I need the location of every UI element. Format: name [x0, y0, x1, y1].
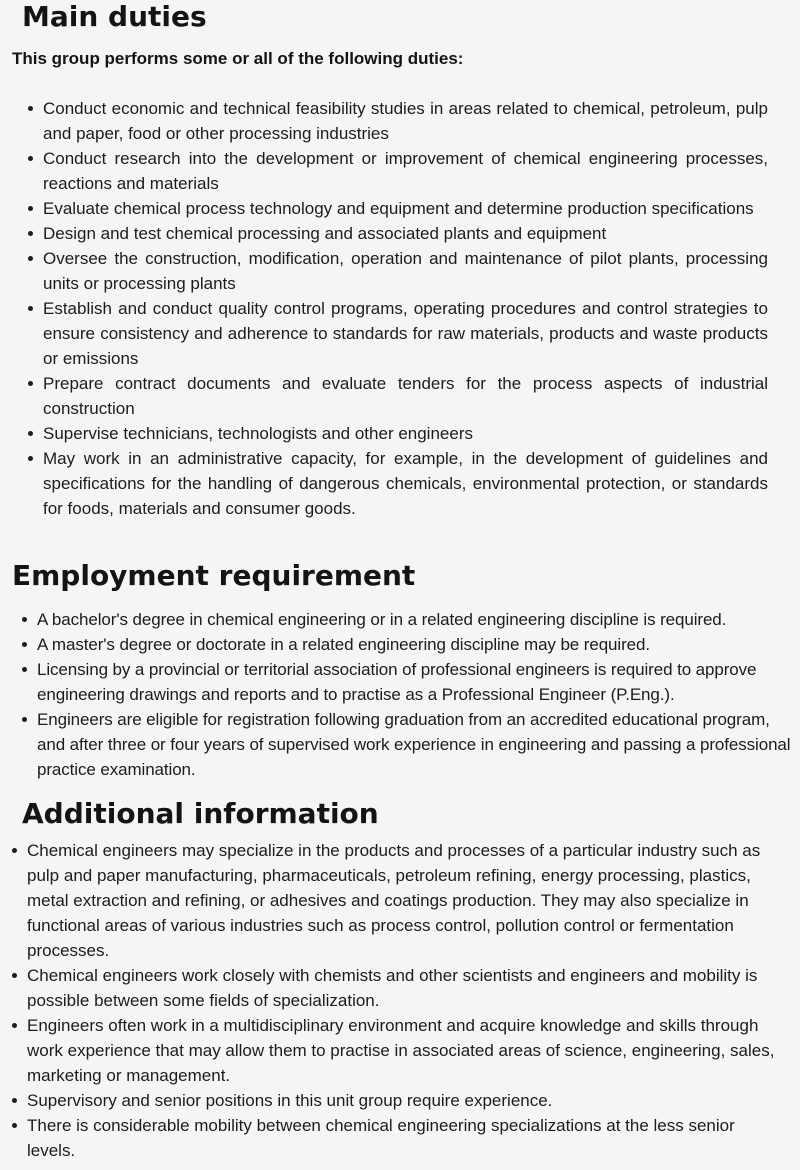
additional-information-heading: Additional information — [22, 797, 379, 830]
list-item: Supervise technicians, technologists and other engineers — [43, 421, 768, 446]
list-item: Licensing by a provincial or territorial association of professional engineers is required to approve engineering drawings and reports and to practise as a Professional Engineer (P.Eng.). — [37, 657, 799, 707]
list-item: A bachelor's degree in chemical engineering or in a related engineering discipline is required. — [37, 607, 799, 632]
list-item: Chemical engineers work closely with chemists and other scientists and engineers and mobility is possible between some fields of specialization. — [27, 963, 787, 1013]
list-item: Prepare contract documents and evaluate tenders for the process aspects of industrial construction — [43, 371, 768, 421]
main-duties-heading: Main duties — [22, 0, 207, 33]
list-item: There is considerable mobility between chemical engineering specializations at the less senior levels. — [27, 1113, 787, 1163]
list-item: Chemical engineers may specialize in the products and processes of a particular industry such as pulp and paper manufacturing, pharmaceuticals, petroleum refining, energy processing, plastics, metal extraction and refining, or adhesives and coatings production. They may also specialize in functional areas of various industries such as process control, pollution control or fermentation processes. — [27, 838, 787, 963]
list-item: Engineers often work in a multidisciplinary environment and acquire knowledge and skills through work experience that may allow them to practise in associated areas of science, engineering, sales, marketing or management. — [27, 1013, 787, 1088]
main-duties-intro: This group performs some or all of the following duties: — [12, 49, 464, 68]
list-item: Design and test chemical processing and associated plants and equipment — [43, 221, 768, 246]
list-item: Engineers are eligible for registration following graduation from an accredited educational program, and after three or four years of supervised work experience in engineering and passing a professional practice examination. — [37, 707, 799, 782]
list-item: May work in an administrative capacity, for example, in the development of guidelines and specifications for the handling of dangerous chemicals, environmental protection, or standards for foods, materials and consumer goods. — [43, 446, 768, 521]
list-item: A master's degree or doctorate in a related engineering discipline may be required. — [37, 632, 799, 657]
employment-requirement-heading: Employment requirement — [12, 559, 416, 592]
list-item: Oversee the construction, modification, operation and maintenance of pilot plants, processing units or processing plants — [43, 246, 768, 296]
list-item: Conduct economic and technical feasibility studies in areas related to chemical, petroleum, pulp and paper, food or other processing industries — [43, 96, 768, 146]
list-item: Supervisory and senior positions in this unit group require experience. — [27, 1088, 787, 1113]
list-item: Conduct research into the development or improvement of chemical engineering processes, reactions and materials — [43, 146, 768, 196]
additional-information-list — [27, 838, 787, 1163]
employment-requirement-list — [37, 607, 799, 782]
main-duties-list — [43, 96, 768, 521]
list-item: Evaluate chemical process technology and equipment and determine production specifications — [43, 196, 768, 221]
list-item: Establish and conduct quality control programs, operating procedures and control strategies to ensure consistency and adherence to standards for raw materials, products and waste products or emissions — [43, 296, 768, 371]
